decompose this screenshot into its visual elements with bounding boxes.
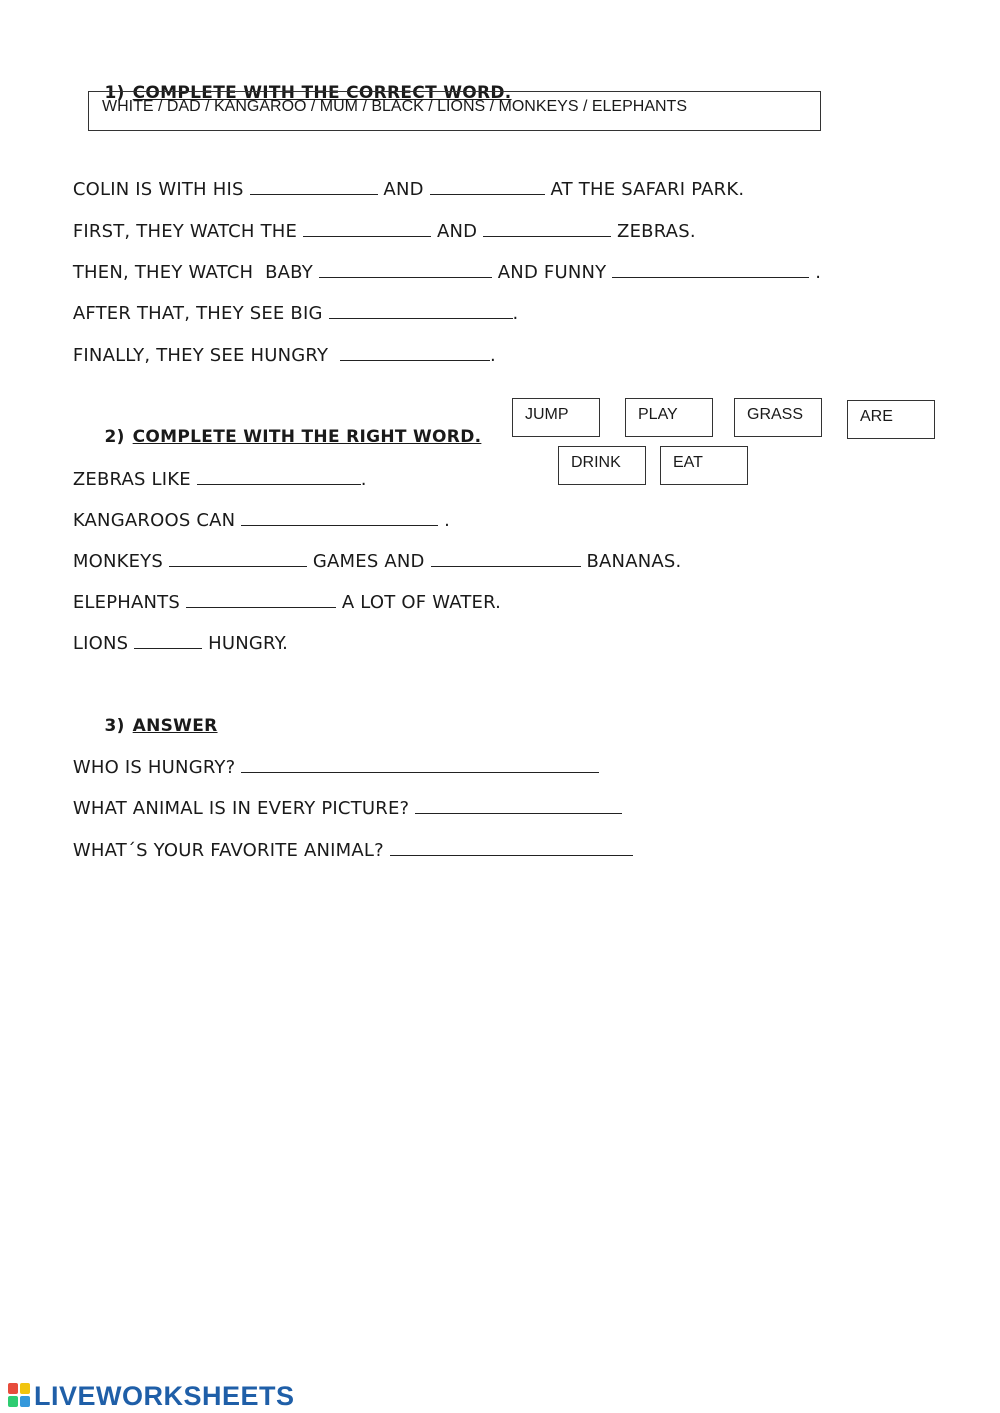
- section-3-title: ANSWER: [132, 716, 218, 736]
- s1-sentence-5: [61, 324, 496, 366]
- logo-text: LIVEWORKSHEETS: [34, 1381, 295, 1411]
- s2-sentence-2: [61, 489, 450, 531]
- text: .: [438, 510, 451, 531]
- text: AND FUNNY: [491, 262, 613, 283]
- answer-blank[interactable]: [186, 593, 336, 608]
- answer-blank[interactable]: [340, 346, 490, 361]
- word-box-eat: EAT: [660, 446, 748, 485]
- text: FIRST, THEY WATCH THE: [72, 221, 304, 242]
- text: BANANAS.: [580, 551, 682, 572]
- text: AND: [377, 179, 430, 200]
- s1-sentence-2: [61, 200, 696, 242]
- section-1-number: 1): [104, 83, 125, 103]
- text: AT THE SAFARI PARK.: [544, 179, 745, 200]
- s2-sentence-3: [61, 530, 681, 572]
- s2-sentence-5: [61, 612, 288, 654]
- word-box-are: ARE: [847, 400, 935, 439]
- text: ZEBRAS.: [611, 221, 696, 242]
- text: HUNGRY.: [202, 633, 289, 654]
- text: FINALLY, THEY SEE HUNGRY: [72, 345, 341, 366]
- answer-blank[interactable]: [169, 552, 307, 567]
- section-3-number: 3): [104, 716, 125, 736]
- text: A LOT OF WATER.: [335, 592, 502, 613]
- s1-sentence-1: [61, 158, 744, 200]
- text: ZEBRAS LIKE: [72, 469, 197, 490]
- answer-blank[interactable]: [612, 263, 809, 278]
- answer-blank[interactable]: [197, 470, 361, 485]
- liveworksheets-logo: [8, 1381, 295, 1412]
- answer-blank[interactable]: [319, 263, 492, 278]
- answer-blank[interactable]: [241, 511, 438, 526]
- word-box-play: PLAY: [625, 398, 713, 437]
- s1-sentence-3: [61, 241, 821, 283]
- answer-blank[interactable]: [415, 799, 622, 814]
- text: AFTER THAT, THEY SEE BIG: [72, 303, 329, 324]
- section-2-heading: [92, 407, 481, 447]
- word-bank-1: WHITE / DAD / KANGAROO / MUM / BLACK / LIONS / MONKEYS / ELEPHANTS: [88, 91, 821, 131]
- answer-blank[interactable]: [483, 222, 611, 237]
- text: MONKEYS: [72, 551, 169, 572]
- text: AND: [431, 221, 484, 242]
- text: COLIN IS WITH HIS: [72, 179, 250, 200]
- section-2-number: 2): [104, 427, 125, 447]
- answer-blank[interactable]: [431, 552, 581, 567]
- answer-blank[interactable]: [250, 180, 378, 195]
- s1-sentence-4: [61, 282, 518, 324]
- answer-blank[interactable]: [134, 634, 202, 649]
- text: .: [360, 469, 367, 490]
- text: GAMES AND: [306, 551, 431, 572]
- s3-question-1: [61, 736, 599, 778]
- s2-sentence-4: [61, 571, 501, 613]
- text: LIONS: [72, 633, 135, 654]
- s2-sentence-1: [61, 448, 367, 490]
- text: KANGAROOS CAN: [72, 510, 242, 531]
- answer-blank[interactable]: [329, 304, 513, 319]
- word-box-drink: DRINK: [558, 446, 646, 485]
- text: .: [809, 262, 822, 283]
- answer-blank[interactable]: [303, 222, 431, 237]
- answer-blank[interactable]: [241, 758, 599, 773]
- answer-blank[interactable]: [390, 841, 633, 856]
- word-box-jump: JUMP: [512, 398, 600, 437]
- liveworksheets-logo-icon: [8, 1383, 32, 1409]
- section-3-heading: [92, 696, 218, 736]
- answer-blank[interactable]: [430, 180, 545, 195]
- text: ELEPHANTS: [72, 592, 186, 613]
- word-box-grass: GRASS: [734, 398, 822, 437]
- s3-question-2: [61, 777, 622, 819]
- section-1-title: COMPLETE WITH THE CORRECT WORD.: [132, 83, 512, 103]
- text: THEN, THEY WATCH BABY: [72, 262, 319, 283]
- text: WHAT ANIMAL IS IN EVERY PICTURE?: [72, 798, 416, 819]
- s3-question-3: [61, 819, 633, 861]
- text: .: [490, 345, 496, 366]
- section-2-title: COMPLETE WITH THE RIGHT WORD.: [132, 427, 482, 447]
- text: .: [512, 303, 519, 324]
- text: WHO IS HUNGRY?: [72, 757, 242, 778]
- text: WHAT´S YOUR FAVORITE ANIMAL?: [72, 840, 390, 861]
